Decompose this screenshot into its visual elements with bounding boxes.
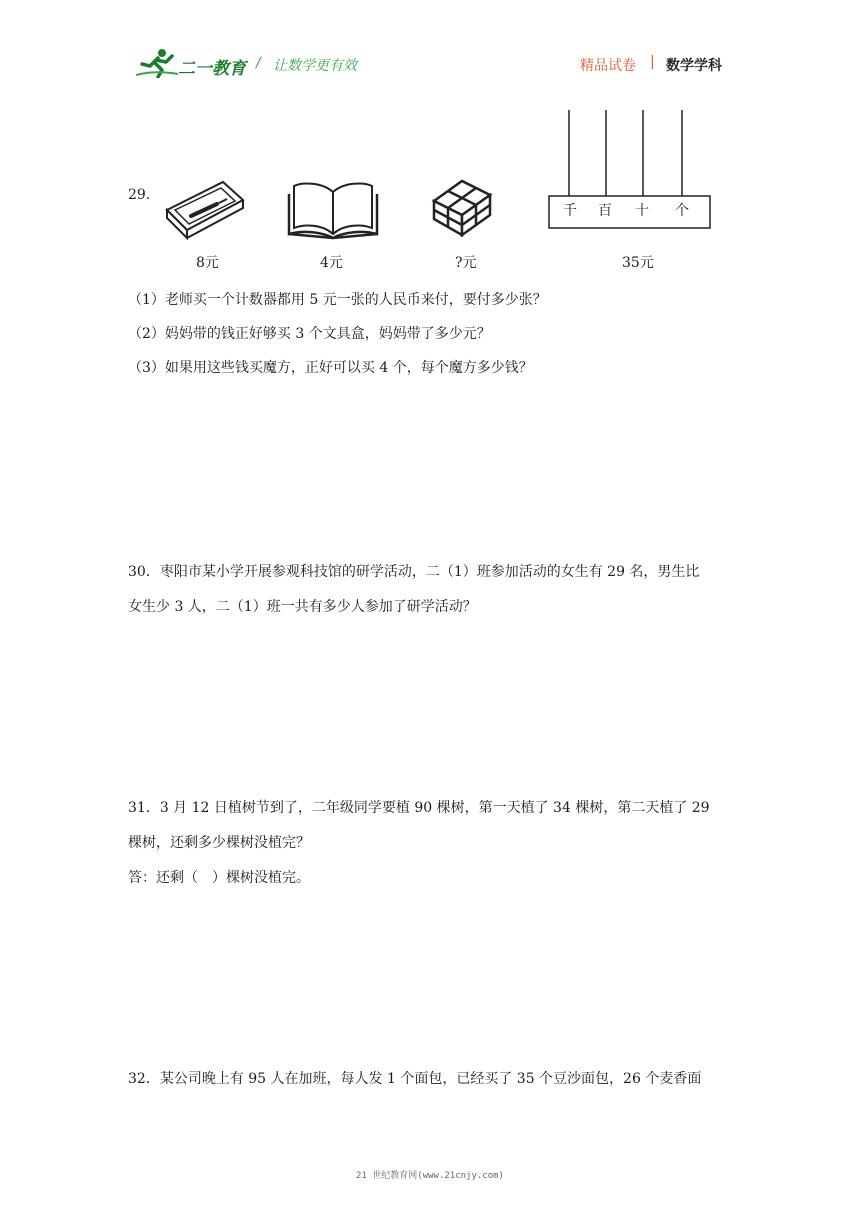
counter-label-thousands: 千 bbox=[563, 203, 577, 219]
price-label: 35元 bbox=[622, 255, 654, 271]
q31-line: 31．3 月 12 日植树节到了，二年级同学要植 90 棵树，第一天植了 34 棵树，第二天植了 29 bbox=[128, 800, 710, 816]
header-divider: / bbox=[256, 55, 261, 71]
header-tag: 精品试卷 bbox=[580, 58, 636, 74]
counter-label-ones: 个 bbox=[675, 203, 689, 219]
counter-label-hundreds: 百 bbox=[598, 203, 612, 219]
q29-number: 29. bbox=[128, 187, 151, 203]
q29-sub-question: （1）老师买一个计数器都用 5 元一张的人民币来付，要付多少张？ bbox=[128, 292, 547, 308]
header-slogan: 让数学更有效 bbox=[273, 58, 357, 74]
q31-answer: 答：还剩（ ）棵树没植完。 bbox=[128, 870, 310, 886]
counter-label-tens: 十 bbox=[635, 203, 649, 219]
price-label: 8元 bbox=[196, 255, 219, 271]
q29-sub-question: （2）妈妈带的钱正好够买 3 个文具盒，妈妈带了多少元？ bbox=[128, 326, 491, 342]
price-label: ?元 bbox=[455, 255, 477, 271]
book-icon bbox=[286, 180, 380, 240]
price-label: 4元 bbox=[320, 255, 343, 271]
q30-line: 女生少 3 人，二（1）班一共有多少人参加了研学活动？ bbox=[128, 599, 477, 615]
header-subject: 数学学科 bbox=[666, 58, 722, 74]
logo-text: 二一教育 bbox=[178, 59, 246, 79]
runner-logo-icon bbox=[136, 48, 180, 78]
q30-line: 30．枣阳市某小学开展参观科技馆的研学活动，二（1）班参加活动的女生有 29 名，男生比 bbox=[128, 564, 700, 580]
header bbox=[0, 0, 860, 90]
header-separator: | bbox=[650, 54, 655, 70]
rubik-cube-icon bbox=[428, 175, 498, 237]
q31-line: 棵树，还剩多少棵树没植完？ bbox=[128, 835, 310, 851]
q32-line: 32．某公司晚上有 95 人在加班，每人发 1 个面包，已经买了 35 个豆沙面包，26 个麦香面 bbox=[128, 1071, 702, 1087]
pencil-case-icon bbox=[163, 178, 247, 240]
q29-sub-question: （3）如果用这些钱买魔方，正好可以买 4 个，每个魔方多少钱？ bbox=[128, 360, 533, 376]
footer-text: 21 世纪教育网(www.21cnjy.com) bbox=[356, 1171, 504, 1181]
